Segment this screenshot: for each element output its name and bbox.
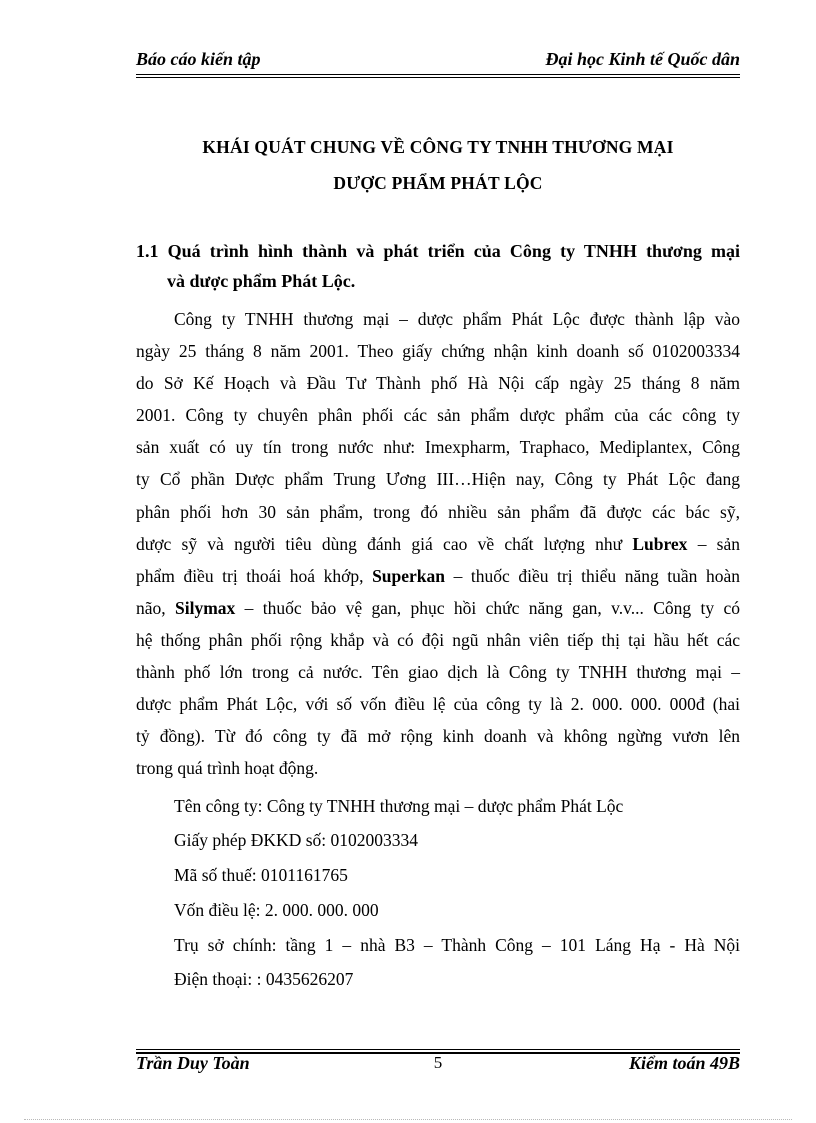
footer-class: Kiểm toán 49B — [628, 1053, 740, 1073]
paragraph-line: tỷ đồng). Từ đó công ty đã mở rộng kinh doanh và không ngừng vươn lên — [136, 726, 740, 747]
header-rule-thin — [136, 77, 740, 78]
text-run: – thuốc điều trị thiểu năng tuần hoàn — [453, 565, 740, 586]
text-run: phẩm điều trị thoái hoá khớp, — [136, 565, 364, 586]
body-paragraph — [136, 303, 740, 784]
header-report-title: Báo cáo kiến tập — [136, 49, 261, 69]
paragraph-line: Công ty TNHH thương mại – dược phẩm Phát Lộc được thành lập vào — [174, 309, 740, 329]
text-run: – sản — [697, 533, 741, 554]
paragraph-line — [136, 560, 740, 592]
text-run: dược sỹ và người tiêu dùng đánh giá cao về chất lượng như — [136, 533, 623, 554]
paragraph-line: ngày 25 tháng 8 năm 2001. Theo giấy chứng nhận kinh doanh số 0102003334 — [136, 341, 740, 362]
footer-author: Trần Duy Toàn — [136, 1053, 250, 1073]
paragraph-line: do Sở Kế Hoạch và Đầu Tư Thành phố Hà Nội cấp ngày 25 tháng 8 năm — [136, 373, 740, 394]
page-number: 5 — [433, 1053, 443, 1072]
text-run: não, — [136, 597, 166, 618]
section-heading — [136, 236, 740, 296]
paragraph-line — [136, 528, 740, 560]
section-heading-line-1: 1.1 Quá trình hình thành và phát triển của Công ty TNHH thương mại — [136, 241, 740, 261]
paragraph-line: phân phối hơn 30 sản phẩm, trong đó nhiều sản phẩm đã được các bác sỹ, — [136, 501, 740, 522]
paragraph-line: dược phẩm Phát Lộc, với số vốn điều lệ của công ty là 2. 000. 000. 000đ (hai — [136, 694, 740, 715]
page-footer — [136, 1053, 740, 1077]
product-name-silymax: Silymax — [175, 597, 236, 618]
product-name-lubrex: Lubrex — [632, 533, 688, 554]
page-header — [136, 49, 740, 73]
text-run: – thuốc bảo vệ gan, phục hồi chức năng gan, v.v... Công ty có — [244, 597, 740, 618]
paragraph-line: 2001. Công ty chuyên phân phối các sản phẩm dược phẩm của các công ty — [136, 405, 740, 426]
header-rule-thick — [136, 74, 740, 75]
paragraph-line — [136, 592, 740, 624]
page-bottom-dotted-line — [24, 1119, 792, 1120]
footer-rule-thin — [136, 1049, 740, 1050]
info-company-name: Tên công ty: Công ty TNHH thương mại – dược phẩm Phát Lộc — [174, 796, 624, 816]
paragraph-line: trong quá trình hoạt động. — [136, 758, 319, 779]
paragraph-line: ty Cổ phần Dược phẩm Trung Ương III…Hiện nay, Công ty Phát Lộc đang — [136, 469, 740, 490]
chapter-title-line-1: KHÁI QUÁT CHUNG VỀ CÔNG TY TNHH THƯƠNG MẠI — [202, 137, 674, 157]
section-heading-line-2: và dược phẩm Phát Lộc. — [167, 271, 356, 291]
paragraph-line: hệ thống phân phối rộng khắp và có đội ngũ nhân viên tiếp thị tại hầu hết các — [136, 629, 740, 650]
paragraph-line: sản xuất có uy tín trong nước như: Imexpharm, Traphaco, Mediplantex, Công — [136, 437, 740, 458]
product-name-superkan: Superkan — [372, 565, 446, 586]
chapter-title-line-2: DƯỢC PHẨM PHÁT LỘC — [333, 173, 543, 193]
header-university: Đại học Kinh tế Quốc dân — [545, 49, 740, 69]
info-tax-code: Mã số thuế: 0101161765 — [174, 865, 348, 885]
info-business-license: Giấy phép ĐKKD số: 0102003334 — [174, 830, 419, 850]
info-head-office: Trụ sở chính: tầng 1 – nhà B3 – Thành Công – 101 Láng Hạ - Hà Nội — [174, 935, 740, 955]
info-charter-capital: Vốn điều lệ: 2. 000. 000. 000 — [174, 900, 379, 920]
paragraph-line: thành phố lớn trong cả nước. Tên giao dịch là Công ty TNHH thương mại – — [136, 662, 740, 683]
info-phone: Điện thoại: : 0435626207 — [174, 969, 354, 989]
